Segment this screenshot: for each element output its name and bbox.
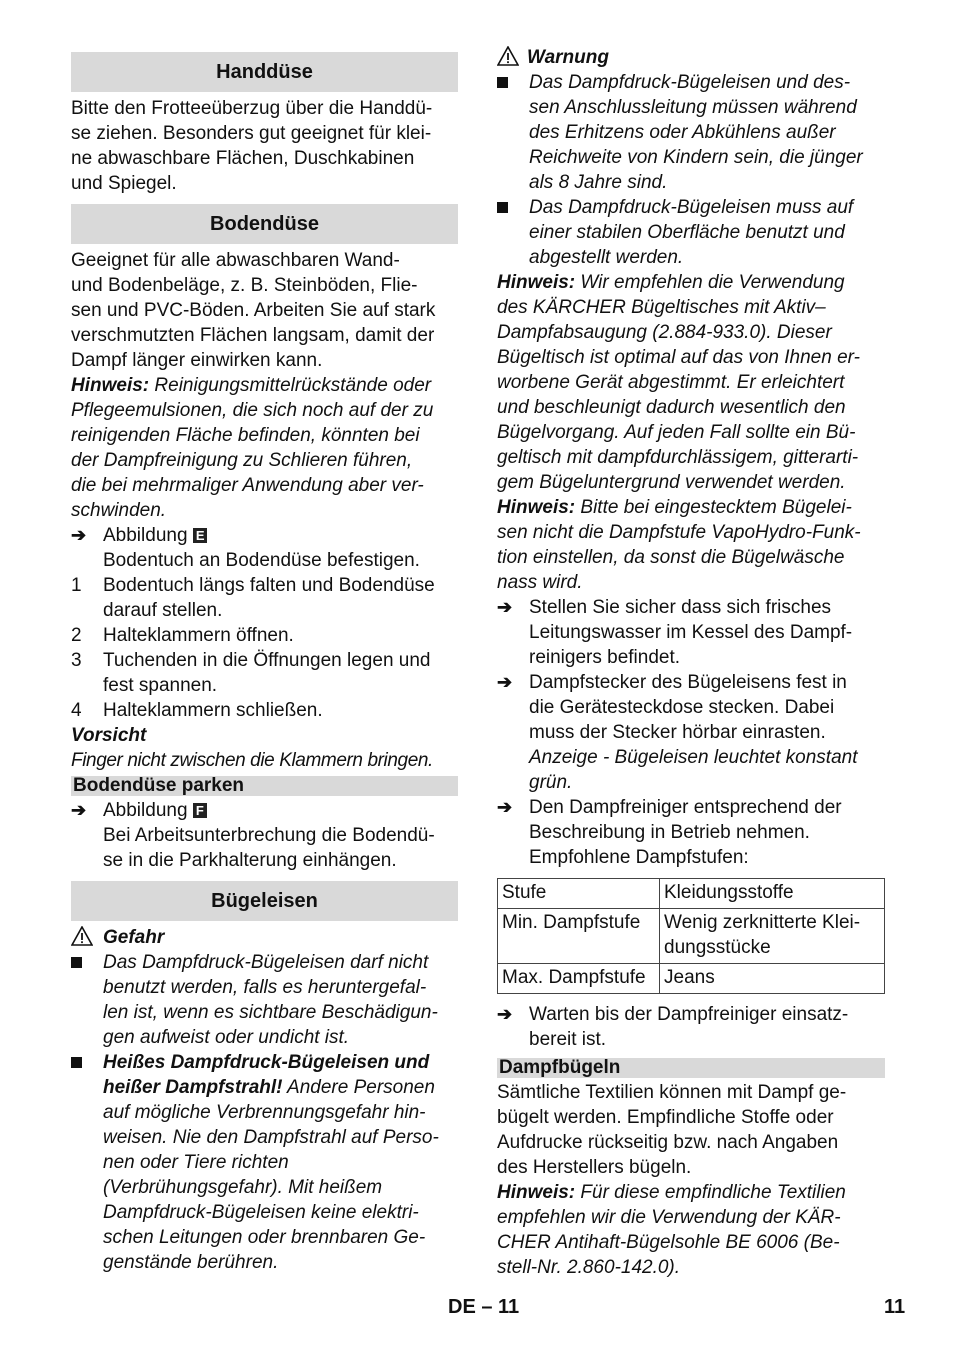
list-item: 3 Tuchenden in die Öffnungen legen und fest spannen. <box>71 650 431 696</box>
handduese-text: Bitte den Frotteeüberzug über die Handdü- se ziehen. Besonders gut geeignet für klei- ne abwaschbare Flächen, Duschkabinen und Spiegel. <box>71 98 433 194</box>
heading-dampfbuegeln: Dampfbügeln <box>497 1058 885 1078</box>
arrow-right-icon: ➔ <box>497 672 513 692</box>
figure-letter-badge: F <box>193 803 207 818</box>
arrow-right-icon: ➔ <box>497 797 513 817</box>
step-inbetriebnahme: ➔ Den Dampfreiniger entsprechend der Beschreibung in Betrieb nehmen. Empfohlene Dampfstufen: <box>497 797 842 868</box>
bullet-square-icon <box>497 202 508 213</box>
dampfbuegeln-hinweis: Hinweis: Für diese empfindliche Textilien empfehlen wir die Verwendung der KÄR- CHER Antihaft-Bügelsohle BE 6006 (Be- stell-Nr. 2.860-142.0). <box>497 1182 846 1278</box>
bullet-square-icon <box>71 957 82 968</box>
list-item: 4 Halteklammern schließen. <box>71 700 323 721</box>
warning-bullet-1: Das Dampfdruck-Bügeleisen und des- sen Anschlussleitung müssen während des Erhitzens oder Abkühlens außer Reichweite von Kindern sein, die jünger als 8 Jahre sind. <box>497 70 885 195</box>
warning-triangle-icon <box>497 46 519 66</box>
heading-bodenduese: Bodendüse <box>71 204 458 244</box>
hinweis-vapohydro: Hinweis: Bitte bei eingestecktem Bügelei- sen nicht die Dampfstufe VapoHydro-Funk- tion einstellen, da sonst die Bügelwäsche nass wird. <box>497 497 861 593</box>
bodenduese-hinweis: Hinweis: Reinigungsmittelrückstände oder Pflegeemulsionen, die sich noch auf der zu reinigenden Fläche befinden, könnten bei der Dampfreinigung zu Schlieren führen, die bei mehrmaliger Anwendung aber ver- schwinden. <box>71 375 434 521</box>
hinweis-buegeltisch: Hinweis: Wir empfehlen die Verwendung des KÄRCHER Bügeltisches mit Aktiv– Dampfabsaugung (2.884-933.0). Dieser Bügeltisch ist optimal auf das von Ihnen er- worbene Gerät abgestimmt. Er erleichtert und beschleunigt dadurch wesentlich den Bügelvorgang. Auf jeden Fall sollte ein Bü- geltisch mit dampfdurchlässigem, gitterarti- gem Bügeluntergrund verwendet werden. <box>497 272 860 493</box>
heading-buegeleisen: Bügeleisen <box>71 881 458 921</box>
list-item: 1 Bodentuch längs falten und Bodendüse darauf stellen. <box>71 575 435 621</box>
table-header-row: Stufe Kleidungsstoffe <box>498 879 885 909</box>
table-row: Min. Dampfstufe Wenig zerknitterte Klei- dungsstücke <box>498 909 885 964</box>
warning-title: Warnung <box>497 45 885 70</box>
step-dampfstecker: ➔ Dampfstecker des Bügeleisens fest in die Gerätesteckdose stecken. Dabei muss der Stecker hörbar einrasten. Anzeige - Bügeleisen leuchtet konstant grün. <box>497 672 858 793</box>
arrow-right-icon: ➔ <box>71 800 87 820</box>
list-item: 2 Halteklammern öffnen. <box>71 625 294 646</box>
arrow-right-icon: ➔ <box>71 525 87 545</box>
dampfbuegeln-text: Sämtliche Textilien können mit Dampf ge- bügelt werden. Empfindliche Stoffe oder Aufdrucke rückseitig bzw. nach Angaben des Herstellers bügeln. <box>497 1082 847 1178</box>
bullet-square-icon <box>71 1057 82 1068</box>
step-wasser: ➔ Stellen Sie sicher dass sich frisches Leitungswasser im Kessel des Dampf- reinigers befindet. <box>497 597 853 668</box>
caution-title: Vorsicht <box>71 725 147 746</box>
danger-bullet-2: Heißes Dampfdruck-Bügeleisen und heißer Dampfstrahl! Andere Personen auf mögliche Verbrennungsgefahr hin- weisen. Nie den Dampfstrahl auf Perso- nen oder Tiere richten (Verbrühungsgefahr). Mit heißem Dampfdruck-Bügeleisen keine elektri- schen Leitungen oder brennbaren Ge- genstände berühren. <box>71 1050 458 1275</box>
table-row: Max. Dampfstufe Jeans <box>498 964 885 994</box>
footer-page-number: 11 <box>884 1296 906 1318</box>
arrow-right-icon: ➔ <box>497 597 513 617</box>
heading-handduese: Handdüse <box>71 52 458 92</box>
figure-ref-f: ➔ Abbildung F Bei Arbeitsunterbrechung die Bodendü- se in die Parkhalterung einhängen. <box>71 800 435 871</box>
bullet-square-icon <box>497 77 508 88</box>
caution-text: Finger nicht zwischen die Klammern bringen. <box>71 750 433 771</box>
figure-letter-badge: E <box>193 528 208 543</box>
figure-ref-e: ➔ Abbildung E Bodentuch an Bodendüse befestigen. <box>71 525 420 571</box>
danger-bullet-1: Das Dampfdruck-Bügeleisen darf nicht benutzt werden, falls es heruntergefal- len ist, wenn es sichtbare Beschädigun- gen aufweist oder undicht ist. <box>71 950 458 1050</box>
arrow-right-icon: ➔ <box>497 1004 513 1024</box>
steam-level-table <box>497 878 885 994</box>
bodenduese-text: Geeignet für alle abwaschbaren Wand- und Bodenbeläge, z. B. Steinböden, Flie- sen und PVC-Böden. Arbeiten Sie auf stark verschmutzten Flächen langsam, damit der Dampf länger einwirken kann. <box>71 250 436 371</box>
right-column <box>497 45 885 1280</box>
left-column <box>71 44 458 1275</box>
warning-bullet-2: Das Dampfdruck-Bügeleisen muss auf einer stabilen Oberfläche benutzt und abgestellt werden. <box>497 195 885 270</box>
warning-triangle-icon <box>71 926 93 946</box>
steps-list <box>71 573 458 723</box>
heading-bodenduese-parken: Bodendüse parken <box>71 776 458 796</box>
footer-page-label: DE – 11 <box>448 1296 520 1318</box>
danger-title: Gefahr <box>71 925 458 950</box>
step-warten: ➔ Warten bis der Dampfreiniger einsatz- bereit ist. <box>497 1004 849 1050</box>
